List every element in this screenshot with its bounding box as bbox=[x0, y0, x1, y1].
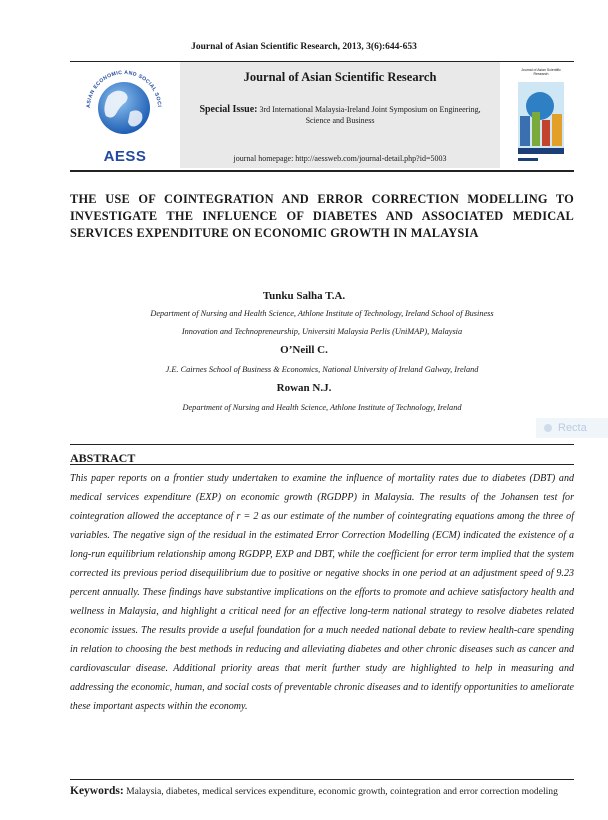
author-name: Rowan N.J. bbox=[276, 382, 332, 394]
journal-cover-image bbox=[512, 62, 570, 168]
author-affiliation: Innovation and Technopreneurship, Universiti Malaysia Perlis (UniMAP), Malaysia bbox=[181, 327, 463, 336]
journal-citation: Journal of Asian Scientific Research, 2013, 3(6):644-653 bbox=[191, 42, 417, 52]
author-name: Tunku Salha T.A. bbox=[262, 290, 346, 302]
abstract-heading-rule bbox=[70, 464, 574, 465]
logo-text: AESS bbox=[103, 148, 147, 165]
author-name: O’Neill C. bbox=[280, 344, 328, 356]
journal-banner bbox=[70, 62, 500, 168]
journal-homepage: journal homepage: http://aessweb.com/journal-detail.php?id=5003 bbox=[233, 154, 447, 163]
author-affiliation: Department of Nursing and Health Science, Athlone Institute of Technology, Ireland School of Business bbox=[150, 309, 494, 318]
abstract-rule-top bbox=[70, 444, 574, 445]
rectangle-tool-overlay[interactable] bbox=[536, 418, 608, 438]
header-rule-bottom bbox=[70, 170, 574, 172]
shape-dot-icon bbox=[544, 424, 552, 432]
author-affiliation: Department of Nursing and Health Science, Athlone Institute of Technology, Ireland bbox=[182, 403, 462, 412]
keywords bbox=[70, 783, 574, 800]
abstract-text: This paper reports on a frontier study undertaken to examine the influence of mortality rates due to diabetes (DBT) and medical services expenditure (EXP) on economic growth (RGDPP) in Malaysia. The results of the Johansen test for cointegration allowed the acceptance of r = 2 as our estimate of the number of cointegrating equations among the three of variables. The negative sign of the residual in the estimated Error Correction Modelling (ECM) indicated the existence of a long-run equilibrium relationship among RGDPP, EXP and DBT, while the coefficient for error term implied that the system corrected its previous period disequilibrium due to positive or negative shocks in one period at an adjustment speed of 9.23 percent annually. These findings have substantive implications on the efforts to promote and achieve satisfactory health and wellness in Malaysia, and highlight a critical need for an effective long-term national strategy to resolve diabetes related economic issues. The results provide a useful foundation for a much needed national debate to review health-care spending in relation to choosing the best methods in reducing and alleviating diabetes and other chronic diseases such as cancer and cardiovascular disease. Additional priority areas that merit further study are highlighted to help in measuring and addressing the economic, human, and social costs of preventable chronic diseases and to identify opportunities to ameliorate these important aspects within the economy. bbox=[70, 473, 574, 712]
aess-logo bbox=[70, 62, 180, 168]
special-issue-label: Special Issue: bbox=[199, 104, 258, 115]
keywords-text: Malaysia, diabetes, medical services expenditure, economic growth, cointegration and error correction modeling bbox=[123, 786, 558, 797]
globe-icon bbox=[80, 66, 168, 146]
special-issue bbox=[188, 104, 492, 126]
overlay-label: Recta bbox=[558, 422, 587, 434]
abstract-rule-bottom bbox=[70, 779, 574, 780]
paper-title: THE USE OF COINTEGRATION AND ERROR CORRECTION MODELLING TO INVESTIGATE THE INFLUENCE OF DIABETES AND ASSOCIATED MEDICAL SERVICES EXPENDITURE ON ECONOMIC GROWTH IN MALAYSIA bbox=[70, 192, 574, 240]
abstract-heading: ABSTRACT bbox=[70, 451, 136, 465]
banner-panel bbox=[180, 62, 500, 168]
author-affiliation: J.E. Cairnes School of Business & Economics, National University of Ireland Galway, Ireland bbox=[165, 365, 479, 374]
logo-ring-text: ASIAN ECONOMIC AND SOCIAL SOCI bbox=[85, 69, 163, 109]
keywords-label: Keywords: bbox=[70, 785, 124, 797]
journal-name: Journal of Asian Scientific Research bbox=[243, 70, 437, 84]
cover-title: Journal of Asian Scientific Research bbox=[521, 68, 561, 76]
special-issue-text: 3rd International Malaysia-Ireland Joint Symposium on Engineering, Science and Business bbox=[259, 105, 481, 125]
